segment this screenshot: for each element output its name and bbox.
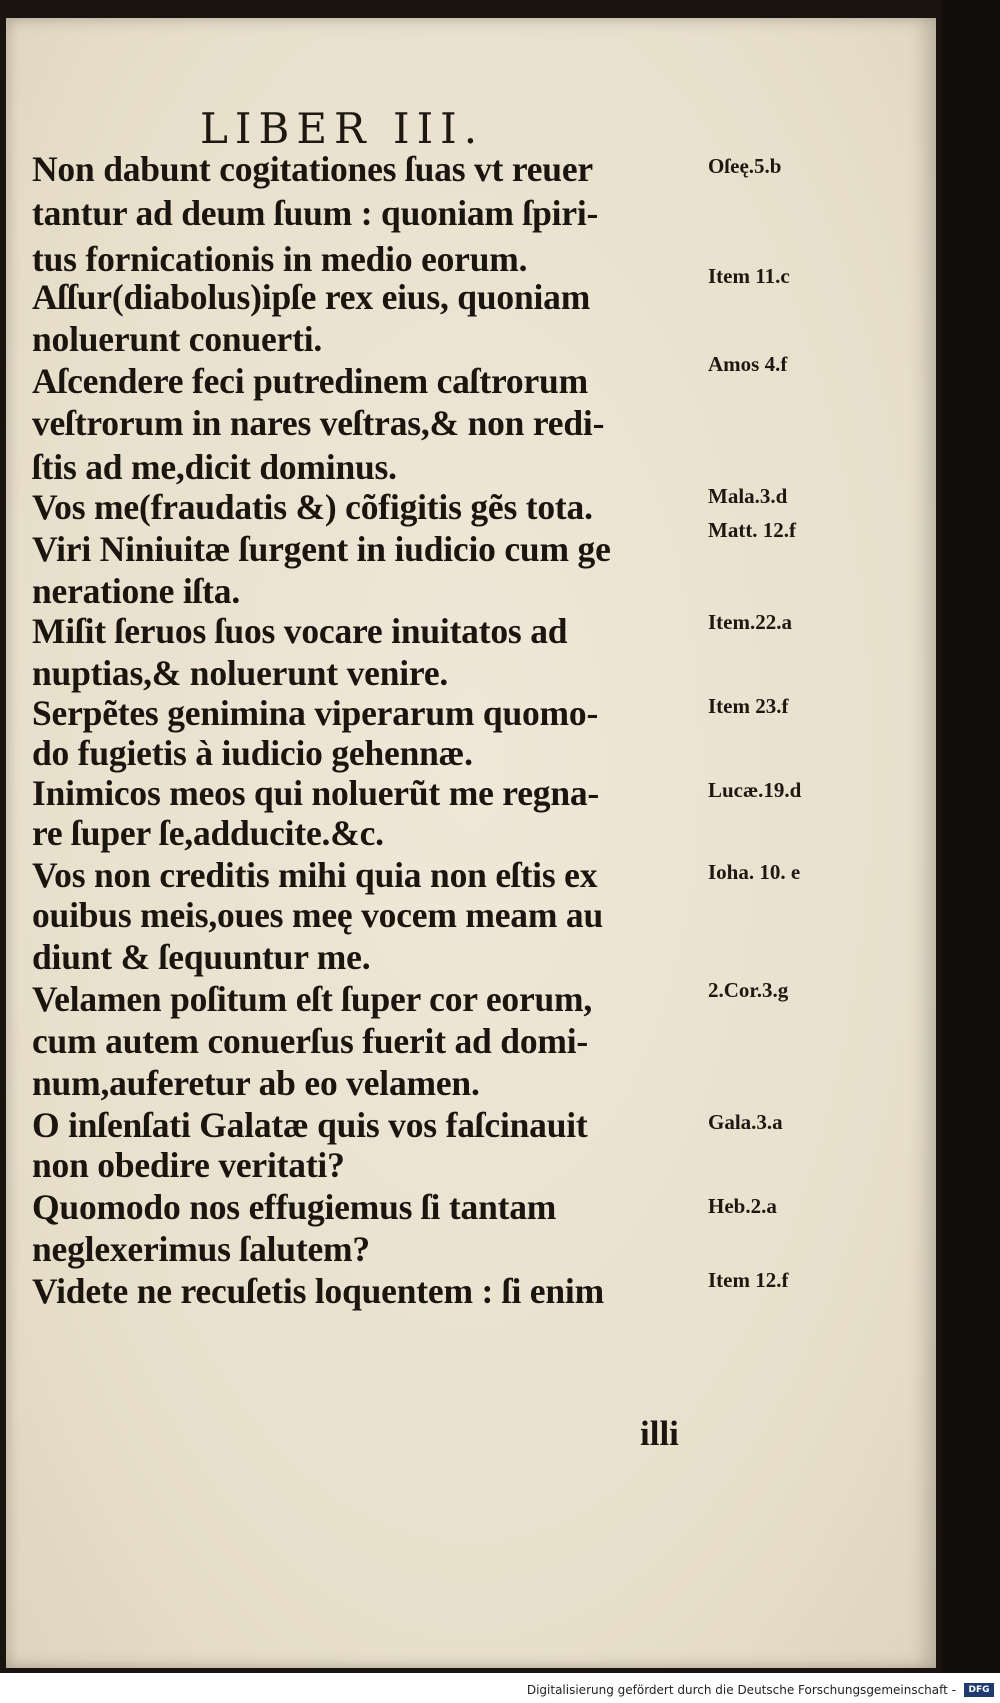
- text-line: O inſenſati Galatæ quis vos faſcinauit: [32, 1105, 588, 1145]
- footer-bar: [0, 1673, 1000, 1703]
- marginal-note: Oſeę.5.b: [708, 154, 782, 178]
- scan-background-edge: [942, 0, 1000, 1703]
- text-line: Velamen poſitum eſt ſuper cor eorum,: [32, 979, 593, 1019]
- text-line: Aſcendere feci putredinem caſtrorum: [32, 361, 588, 401]
- text-line: Aſſur(diabolus)ipſe rex eius, quoniam: [32, 277, 591, 317]
- marginal-note: Matt. 12.f: [708, 518, 797, 542]
- dfg-logo: DFG: [964, 1683, 994, 1697]
- text-line: tus fornicationis in medio eorum.: [32, 239, 528, 279]
- marginal-note: Item.22.a: [708, 610, 792, 634]
- marginal-note: Ioha. 10. e: [708, 860, 801, 884]
- text-line: noluerunt conuerti.: [32, 319, 323, 359]
- text-line: tantur ad deum ſuum : quoniam ſpiri-: [32, 193, 599, 233]
- text-line: Miſit ſeruos ſuos vocare inuitatos ad: [32, 611, 568, 651]
- text-line: neratione iſta.: [32, 571, 240, 611]
- running-head: LIBER III.: [200, 104, 485, 153]
- marginal-note: Heb.2.a: [708, 1194, 777, 1218]
- text-line: nuptias,& noluerunt venire.: [32, 653, 449, 693]
- text-line: num,auferetur ab eo velamen.: [32, 1063, 480, 1103]
- text-line: diunt & ſequuntur me.: [32, 937, 371, 977]
- text-line: Serpẽtes genimina viperarum quomo-: [32, 693, 599, 733]
- marginal-note: Item 11.c: [708, 264, 790, 288]
- marginal-note: 2.Cor.3.g: [708, 978, 789, 1002]
- text-line: neglexerimus ſalutem?: [32, 1229, 370, 1269]
- text-line: Vos non creditis mihi quia non eſtis ex: [32, 855, 598, 895]
- text-line: do fugietis à iudicio gehennæ.: [32, 733, 473, 773]
- text-line: Non dabunt cogitationes ſuas vt reuer: [32, 149, 593, 189]
- text-line: Videte ne recuſetis loquentem : ſi enim: [32, 1271, 604, 1311]
- book-page: [6, 18, 936, 1668]
- text-line: ſtis ad me,dicit dominus.: [32, 447, 397, 487]
- text-line: ouibus meis,oues meę vocem meam au: [32, 895, 603, 935]
- catchword: illi: [640, 1414, 679, 1453]
- footer-credit: Digitalisierung gefördert durch die Deutsche Forschungsgemeinschaft -: [526, 1683, 956, 1697]
- marginal-note: Item 23.f: [708, 694, 789, 718]
- text-line: Inimicos meos qui noluerũt me regna-: [32, 773, 600, 813]
- text-line: cum autem conuerſus fuerit ad domi-: [32, 1021, 589, 1061]
- text-line: Viri Niniuitæ ſurgent in iudicio cum ge: [32, 529, 611, 569]
- text-line: Quomodo nos effugiemus ſi tantam: [32, 1187, 557, 1227]
- marginal-note: Amos 4.f: [708, 352, 788, 376]
- text-line: veſtrorum in nares veſtras,& non redi-: [32, 403, 605, 443]
- text-line: Vos me(fraudatis &) cõfigitis gẽs tota.: [32, 487, 593, 527]
- text-line: non obedire veritati?: [32, 1145, 345, 1185]
- marginal-note: Gala.3.a: [708, 1110, 783, 1134]
- marginal-note: Mala.3.d: [708, 484, 788, 508]
- marginal-note: Item 12.f: [708, 1268, 789, 1292]
- text-line: re ſuper ſe,adducite.&c.: [32, 813, 384, 853]
- marginal-note: Lucæ.19.d: [708, 778, 802, 802]
